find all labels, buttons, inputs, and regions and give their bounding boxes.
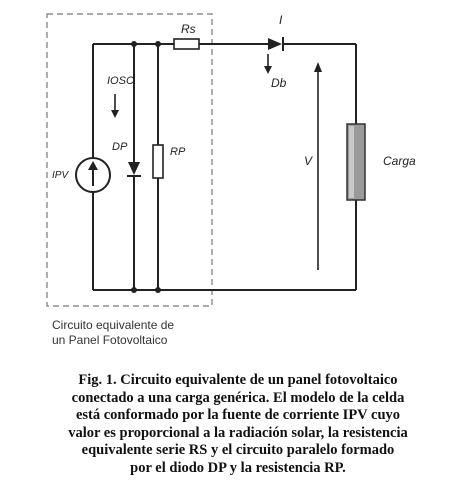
figure-caption-line: conectado a una carga genérica. El modelo de la celda	[71, 389, 405, 406]
diode-db	[268, 37, 283, 51]
label-i: I	[279, 13, 283, 27]
load-carga	[347, 124, 365, 200]
pv-box-caption-line: Circuito equivalente de	[52, 318, 175, 332]
label-db: Db	[271, 76, 287, 90]
label-ipv: IPV	[52, 170, 69, 181]
label-iosc: IOSC	[107, 75, 134, 87]
figure-caption-line: está conformado por la fuente de corriente IPV cuyo	[75, 407, 401, 423]
label-v: V	[304, 154, 313, 168]
label-rs: Rs	[181, 22, 196, 36]
current-source-ipv	[76, 158, 110, 192]
figure-caption-line: valor es proporcional a la radiación solar, la resistencia	[68, 424, 408, 441]
figure-caption	[18, 372, 458, 477]
resistor-rs	[174, 39, 199, 49]
iosc-arrow	[111, 94, 119, 118]
figure-caption-line: equivalente serie RS y el circuito paralelo formado	[81, 442, 395, 458]
label-rp: RP	[170, 146, 186, 158]
diode-dp	[127, 162, 141, 176]
pv-box-caption-line: un Panel Fotovoltaico	[52, 333, 168, 347]
label-dp: DP	[112, 141, 128, 153]
label-carga: Carga	[383, 154, 416, 168]
resistor-rp	[153, 145, 163, 178]
db-arrow	[264, 54, 272, 74]
figure-caption-line: Fig. 1. Circuito equivalente de un panel fotovoltaico	[78, 372, 398, 388]
pv-box-caption	[52, 318, 252, 348]
figure-caption-line: por el diodo DP y la resistencia RP.	[130, 459, 346, 476]
pv-equivalent-boundary	[47, 14, 212, 306]
voltage-arrow	[314, 62, 322, 270]
